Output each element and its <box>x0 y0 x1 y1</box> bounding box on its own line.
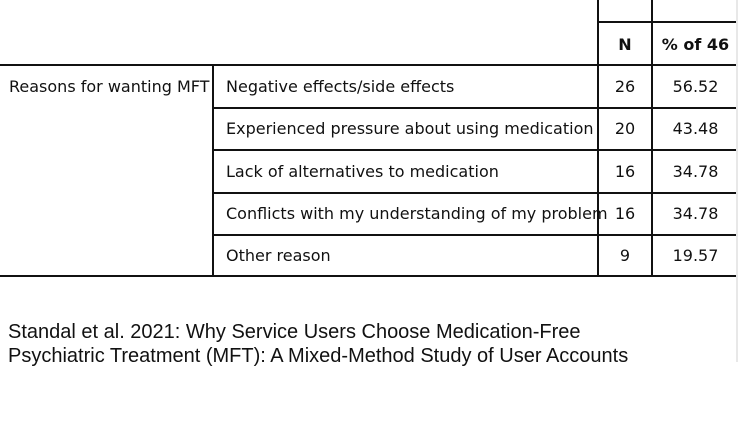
table-row-percent: 34.78 <box>672 162 719 181</box>
citation-text <box>8 320 728 368</box>
header-n: N <box>618 35 632 54</box>
table-row-percent: 34.78 <box>672 204 719 223</box>
table-row-n: 16 <box>614 162 636 181</box>
table-row-reason: Conflicts with my understanding of my problem <box>226 204 608 223</box>
row-divider-2 <box>212 149 738 151</box>
table-row-reason: Other reason <box>226 246 331 265</box>
header-bottom-border <box>0 64 738 66</box>
table-row-reason: Lack of alternatives to medication <box>226 162 499 181</box>
row-divider-4 <box>212 234 738 236</box>
table-row-n: 26 <box>614 77 636 96</box>
header-top-border <box>597 21 738 23</box>
header-percent: % of 46 <box>661 35 730 54</box>
table-row-n: 9 <box>619 246 631 265</box>
table-row-percent: 56.52 <box>672 77 719 96</box>
table-row-percent: 19.57 <box>672 246 719 265</box>
table-row-percent: 43.48 <box>672 119 719 138</box>
table-row-n: 20 <box>614 119 636 138</box>
row-group-divider <box>212 65 214 277</box>
row-divider-3 <box>212 192 738 194</box>
row-divider-1 <box>212 107 738 109</box>
table-row-n: 16 <box>614 204 636 223</box>
citation-line-1: Standal et al. 2021: Why Service Users Choose Medication-Free <box>8 321 581 343</box>
table-row-reason: Negative effects/side effects <box>226 77 455 96</box>
table-bottom-border <box>0 275 738 277</box>
citation-line-2: Psychiatric Treatment (MFT): A Mixed-Method Study of User Accounts <box>8 345 629 367</box>
row-group-label: Reasons for wanting MFT <box>9 77 210 96</box>
table-row-reason: Experienced pressure about using medication <box>226 119 594 138</box>
